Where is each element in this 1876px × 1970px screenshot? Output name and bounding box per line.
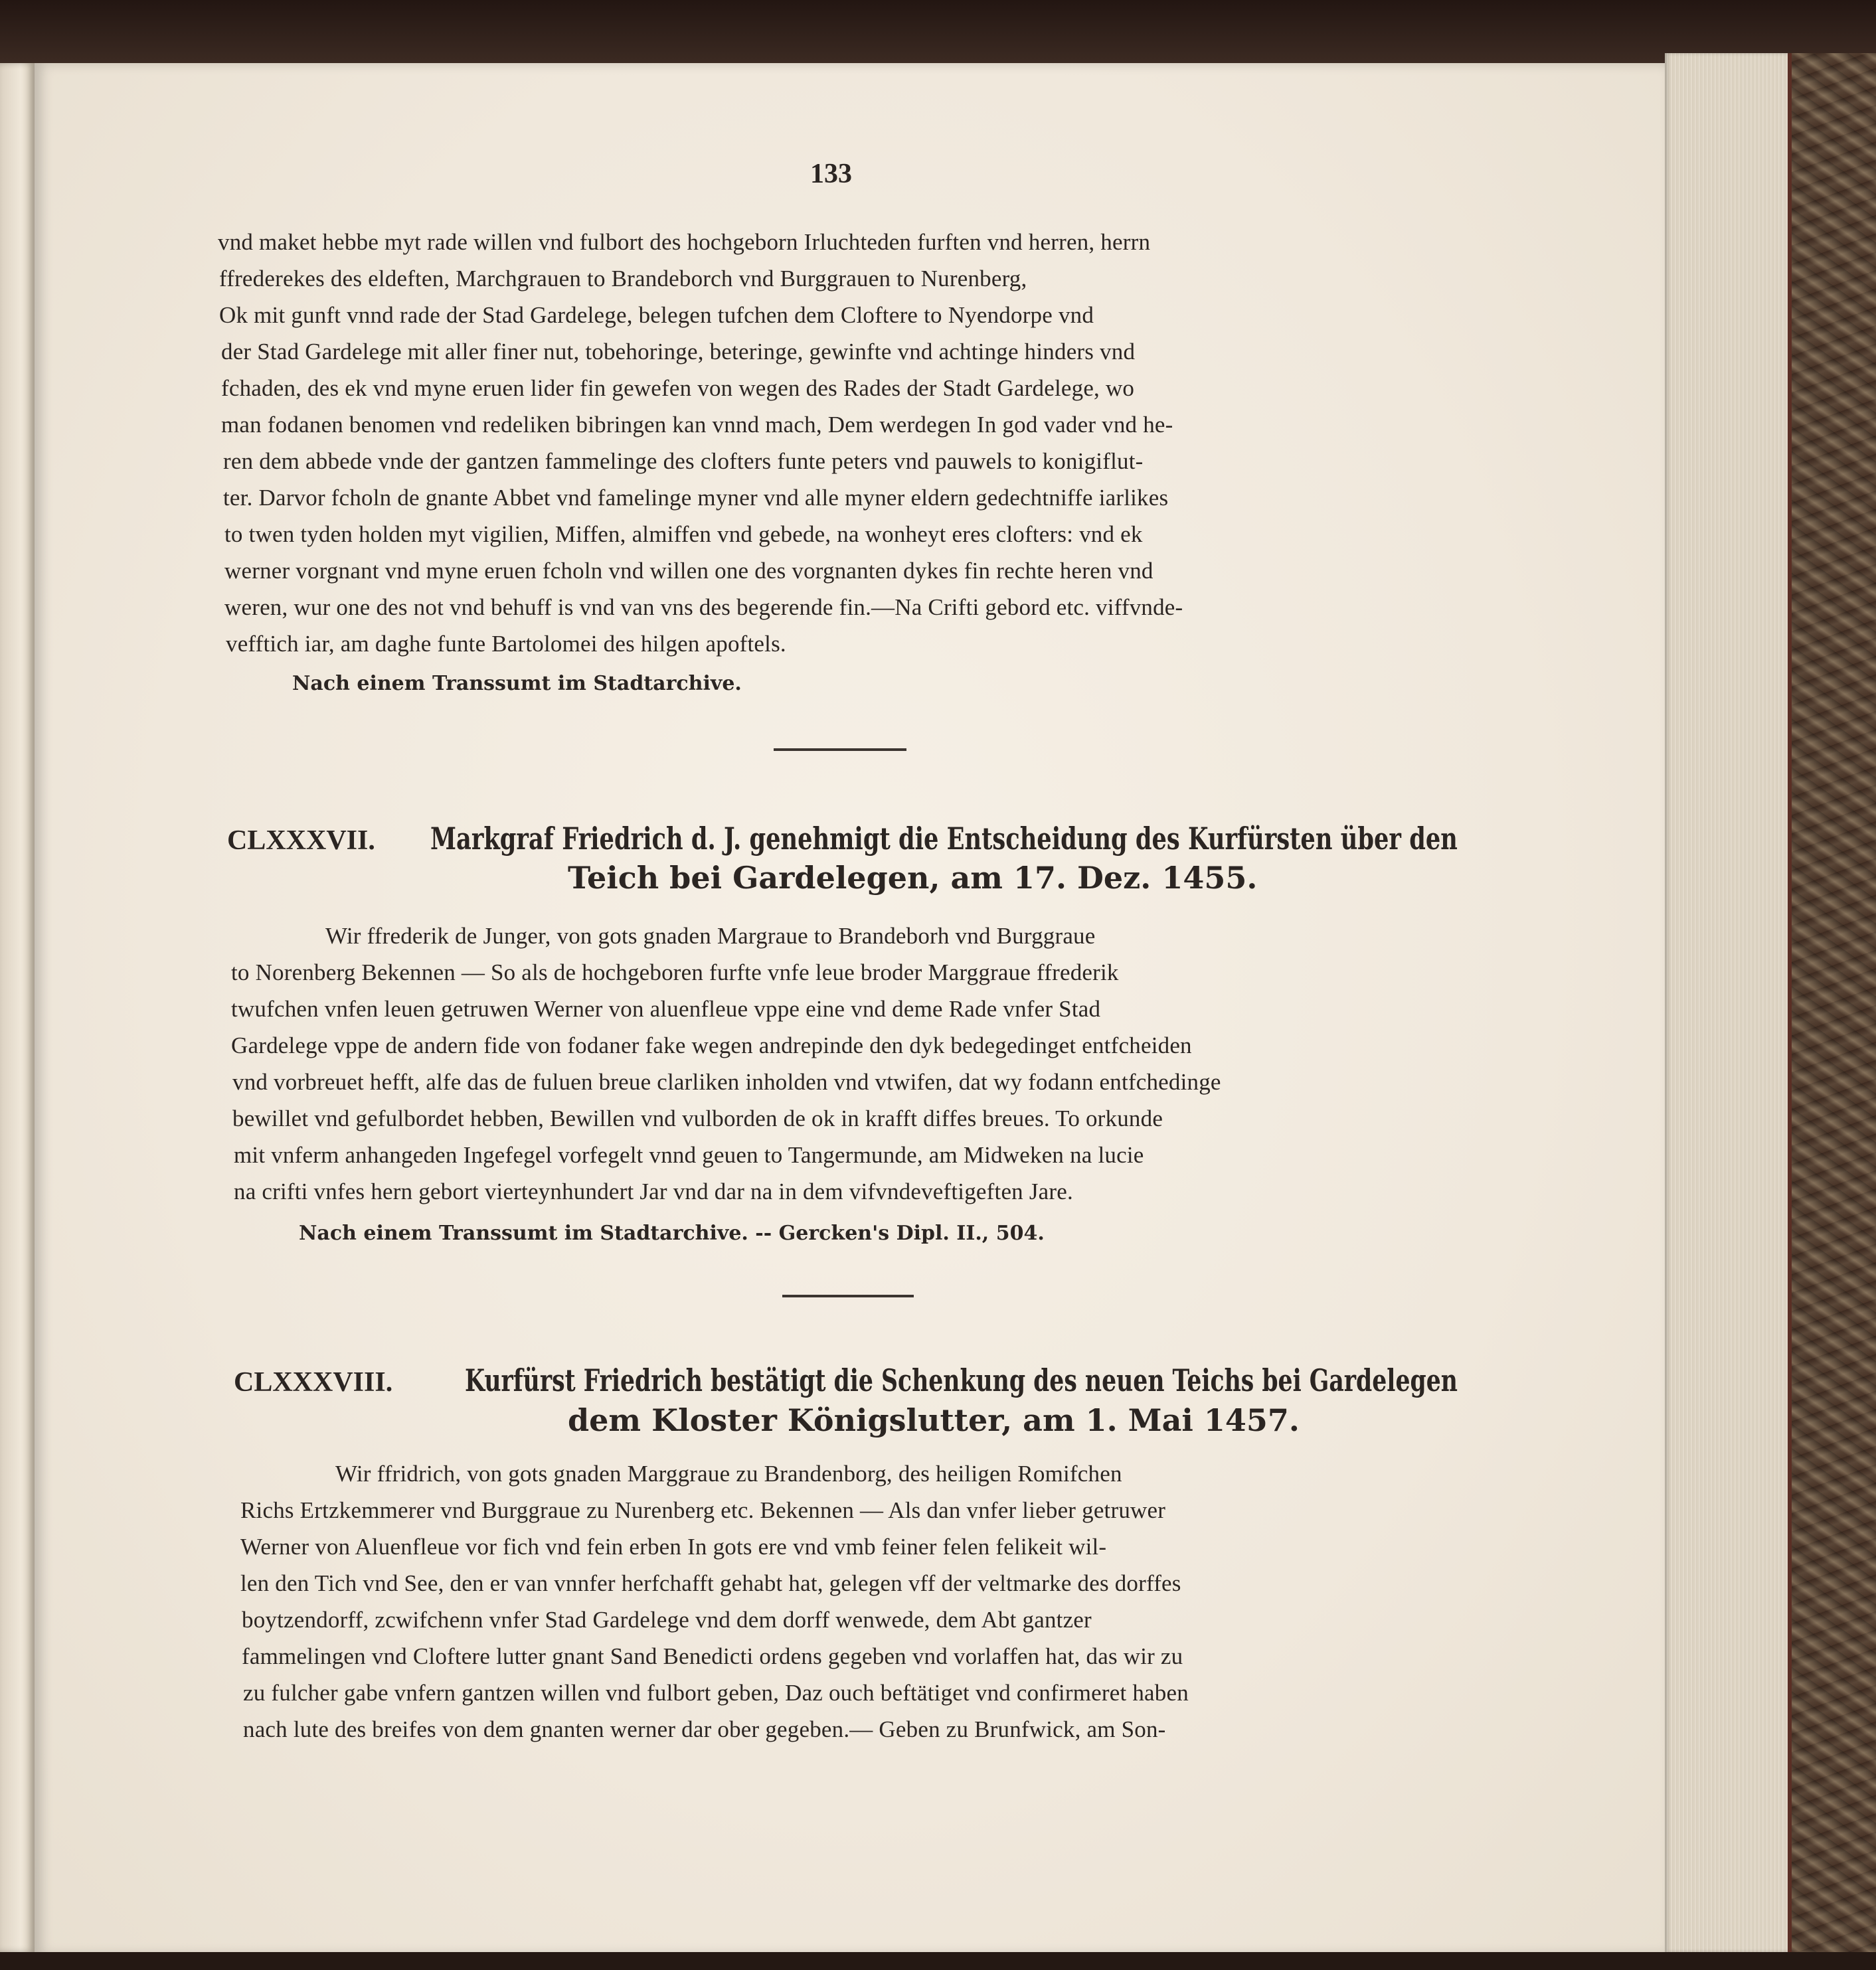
text-line: Richs Ertzkemmerer vnd Burggraue zu Nurenberg etc. Bekennen — Als dan vnfer lieber getruwer: [240, 1497, 1166, 1523]
text-line: na crifti vnfes hern gebort vierteynhundert Jar vnd dar na in dem vifvndeveftigeften Jare.: [234, 1179, 1073, 1204]
text-line: zu fulcher gabe vnfern gantzen willen vnd fulbort geben, Daz ouch beftätiget vnd confirmeret haben: [243, 1680, 1189, 1706]
text-line: to Norenberg Bekennen — So als de hochgeboren furfte vnfe leue broder Marggraue ffrederik: [231, 959, 1119, 985]
section-divider: [774, 748, 906, 751]
text-line: vnd maket hebbe myt rade willen vnd fulbort des hochgeborn Irluchteden furften vnd herren, herrn: [218, 229, 1151, 255]
page-number: 133: [810, 159, 852, 189]
text-line: bewillet vnd gefulbordet hebben, Bewillen vnd vulborden de ok in krafft diffes breues. To orkunde: [232, 1106, 1163, 1131]
text-line: weren, wur one des not vnd behuff is vnd van vns des begerende fin.—Na Crifti gebord etc. viffvnde-: [224, 594, 1183, 620]
text-line: ter. Darvor fcholn de gnante Abbet vnd famelinge myner vnd alle myner eldern gedechtniffe iarlikes: [223, 485, 1169, 511]
text-line: ren dem abbede vnde der gantzen fammelinge des clofters funte peters vnd pauwels to konigiflut-: [223, 448, 1144, 474]
text-line: twufchen vnfen leuen getruwen Werner von aluenfleue vppe eine vnd deme Rade vnfer Stad: [231, 996, 1101, 1022]
document-number: CLXXXVIII.: [234, 1367, 393, 1398]
text-line: vefftich iar, am daghe funte Bartolomei des hilgen apoftels.: [226, 631, 786, 657]
text-line: ffrederekes des eldeften, Marchgrauen to Brandeborch vnd Burggrauen to Nurenberg,: [219, 266, 1027, 291]
marbled-book-cover: [1788, 53, 1876, 1959]
text-line: Wir ffrederik de Junger, von gots gnaden Margraue to Brandeborh vnd Burggraue: [325, 923, 1096, 949]
document-number: CLXXXVII.: [227, 825, 375, 856]
text-line: vnd vorbreuet hefft, alfe das de fuluen breue clarliken inholden vnd vtwifen, dat wy fodann entfchedinge: [232, 1069, 1221, 1095]
text-line: to twen tyden holden myt vigilien, Miffen, almiffen vnd gebede, na wonheyt eres clofters: vnd ek: [224, 521, 1143, 547]
text-line: werner vorgnant vnd myne eruen fcholn vnd willen one des vorgnanten dykes fin rechte heren vnd: [224, 558, 1153, 584]
document-heading: Teich bei Gardelegen, am 17. Dez. 1455.: [568, 860, 1258, 896]
book-bottom-edge: [0, 1952, 1876, 1970]
text-line: len den Tich vnd See, den er van vnnfer herfchafft gehabt hat, gelegen vff der veltmarke des dorffes: [240, 1570, 1181, 1596]
text-line: fchaden, des ek vnd myne eruen lider fin gewefen von wegen des Rades der Stadt Gardelege, wo: [221, 375, 1135, 401]
text-line: Gardelege vppe de andern fide von fodaner fake wegen andrepinde den dyk bedegedinget entfcheiden: [231, 1032, 1192, 1058]
previous-page-edge: [0, 63, 35, 1952]
text-line: boytzendorff, zcwifchenn vnfer Stad Gardelege vnd dem dorff wenwede, dem Abt gantzer: [242, 1607, 1092, 1633]
section-divider: [782, 1295, 914, 1297]
source-note: Nach einem Transsumt im Stadtarchive. -- Gercken's Dipl. II., 504.: [299, 1222, 1045, 1245]
text-line: fammelingen vnd Cloftere lutter gnant Sand Benedicti ordens gegeben vnd vorlaffen hat, das wir zu: [242, 1643, 1183, 1669]
book-top-edge: [0, 0, 1876, 63]
page-block-edges: [1665, 53, 1788, 1952]
text-line: Wir ffridrich, von gots gnaden Marggraue zu Brandenborg, des heiligen Romifchen: [335, 1461, 1122, 1487]
text-line: man fodanen benomen vnd redeliken bibringen kan vnnd mach, Dem werdegen In god vader vnd he-: [221, 412, 1173, 438]
document-heading: Kurfürst Friedrich bestätigt die Schenkung des neuen Teichs bei Gardelegen: [465, 1362, 1458, 1398]
text-line: nach lute des breifes von dem gnanten werner dar ober gegeben.— Geben zu Brunfwick, am Son-: [243, 1716, 1166, 1742]
text-line: Werner von Aluenfleue vor fich vnd fein erben In gots ere vnd vmb feiner felen felikeit wil-: [240, 1534, 1107, 1560]
document-heading: dem Kloster Königslutter, am 1. Mai 1457.: [568, 1402, 1300, 1438]
source-note: Nach einem Transsumt im Stadtarchive.: [292, 672, 742, 695]
text-line: der Stad Gardelege mit aller finer nut, tobehoringe, beteringe, gewinfte vnd achtinge hinders vnd: [221, 339, 1136, 365]
text-line: Ok mit gunft vnnd rade der Stad Gardelege, belegen tufchen dem Cloftere to Nyendorpe vnd: [219, 302, 1094, 328]
document-heading: Markgraf Friedrich d. J. genehmigt die Entscheidung des Kurfürsten über den: [430, 821, 1458, 857]
text-line: mit vnferm anhangeden Ingefegel vorfegelt vnnd geuen to Tangermunde, am Midweken na lucie: [234, 1142, 1144, 1168]
